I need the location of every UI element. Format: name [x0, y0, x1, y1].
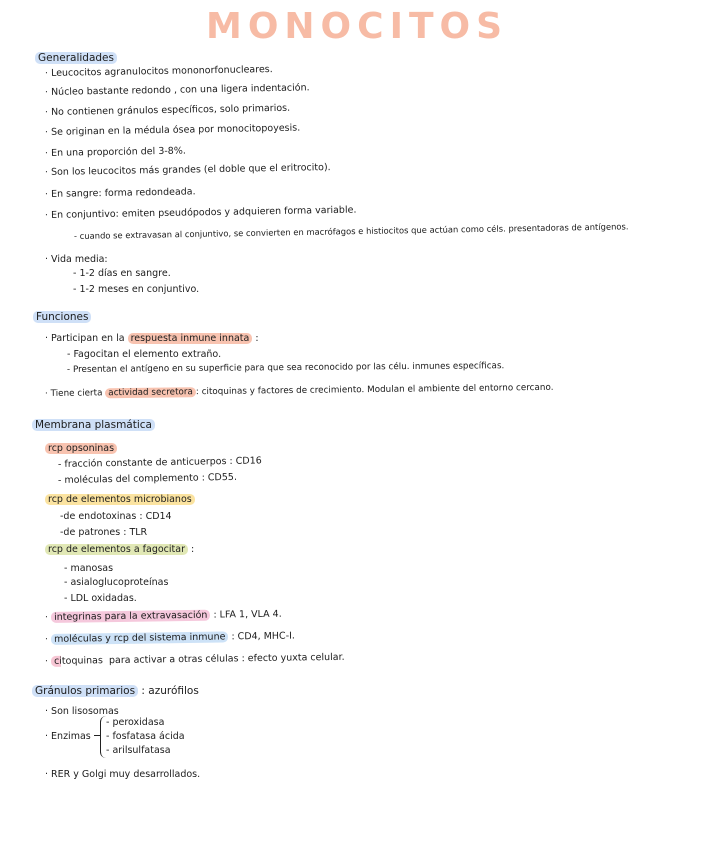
- list-item: · En conjuntivo: emiten pseudópodos y adquieren forma variable.: [44, 204, 357, 221]
- list-subitem: - Fagocitan el elemento extraño.: [67, 349, 222, 360]
- list-subitem: - asialoglucoproteínas: [64, 577, 169, 588]
- section-heading-funciones: Funciones: [33, 311, 91, 323]
- list-item-citoquinas: · citoquinas para activar a otras células : efecto yuxta celular.: [44, 651, 345, 667]
- brace-tip-icon: [94, 735, 101, 736]
- list-subitem: - 1-2 días en sangre.: [73, 268, 171, 279]
- list-subitem: - moléculas del complemento : CD55.: [57, 471, 238, 486]
- list-subitem: - peroxidasa: [106, 717, 165, 728]
- list-item: · En sangre: forma redondeada.: [44, 186, 196, 200]
- page-title: MONOCITOS: [206, 6, 509, 47]
- list-subitem: - LDL oxidadas.: [64, 593, 137, 604]
- list-item: · Leucocitos agranulocitos mononorfonucleares.: [44, 64, 273, 79]
- list-item: · Son lisosomas: [45, 706, 119, 717]
- section-heading-generalidades: Generalidades: [35, 52, 117, 64]
- list-item-enzimas: · Enzimas: [45, 731, 91, 742]
- list-subitem: - fosfatasa ácida: [106, 731, 185, 742]
- list-item-moleculas: · moléculas y rcp del sistema inmune : CD4, MHC-I.: [44, 630, 295, 645]
- list-subitem: -de endotoxinas : CD14: [60, 511, 172, 522]
- list-subitem: -de patrones : TLR: [60, 527, 148, 538]
- list-subitem: - arilsulfatasa: [106, 745, 171, 756]
- highlight: actividad secretora: [105, 387, 196, 398]
- list-item: · En una proporción del 3-8%.: [44, 145, 186, 159]
- group-label-fagocitar: rcp de elementos a fagocitar :: [45, 544, 194, 556]
- list-item: · Son los leucocitos más grandes (el doble que el eritrocito).: [44, 162, 331, 178]
- highlight: respuesta inmune innata: [128, 333, 253, 344]
- list-item: · No contienen gránulos específicos, solo primarios.: [44, 102, 291, 118]
- list-item: · Núcleo bastante redondo , con una ligera indentación.: [44, 82, 310, 98]
- section-heading-granulos: Gránulos primarios : azurófilos: [32, 685, 199, 697]
- list-item-integrinas: · integrinas para la extravasación : LFA 1, VLA 4.: [44, 608, 282, 623]
- list-item: · Se originan en la médula ósea por monocitopoyesis.: [44, 122, 301, 138]
- group-label-opsoninas: rcp opsoninas: [45, 443, 117, 455]
- list-item: · Vida media:: [45, 254, 108, 265]
- list-subitem: - 1-2 meses en conjuntivo.: [73, 284, 200, 295]
- section-heading-membrana: Membrana plasmática: [32, 419, 155, 431]
- list-subitem: - fracción constante de anticuerpos : CD16: [57, 455, 262, 470]
- list-subitem: - Presentan el antígeno en su superficie para que sea reconocido por las célu. inmunes específicas.: [66, 361, 505, 375]
- list-item: · Participan en la respuesta inmune innata :: [45, 333, 259, 344]
- list-subitem: - cuando se extravasan al conjuntivo, se convierten en macrófagos e histiocitos que actúan como céls. presentadoras de antígenos.: [73, 221, 629, 241]
- list-item: · Tiene cierta actividad secretora : citoquinas y factores de crecimiento. Modulan el ambiente del entorno cercano.: [44, 382, 554, 399]
- list-subitem: - manosas: [64, 563, 114, 574]
- group-label-microbianos: rcp de elementos microbianos: [45, 494, 195, 506]
- list-item: · RER y Golgi muy desarrollados.: [45, 769, 201, 780]
